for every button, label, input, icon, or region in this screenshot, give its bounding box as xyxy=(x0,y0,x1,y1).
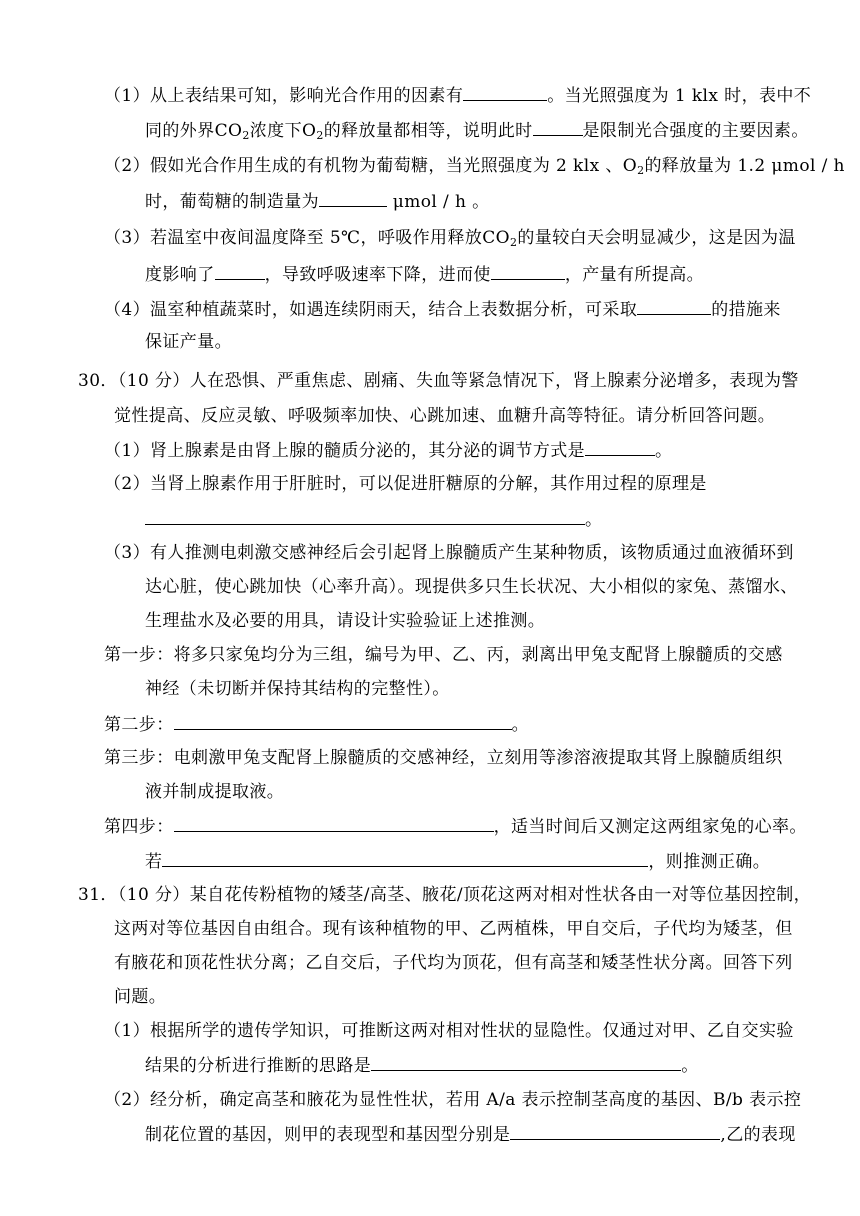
q29-p2-text-c: 时，葡萄糖的制造量为 xyxy=(145,192,319,212)
answer-blank[interactable] xyxy=(463,83,547,101)
q30-p2-text-b: 。 xyxy=(585,510,603,530)
q29-p4-text-a: （4）温室种植蔬菜时，如遇连续阴雨天，结合上表数据分析，可采取 xyxy=(104,300,638,320)
q31-p2-text-c: ,乙的表现 xyxy=(720,1125,796,1145)
q29-p4-text-c: 保证产量。 xyxy=(145,332,232,352)
answer-blank[interactable] xyxy=(371,1053,681,1071)
q29-part2-line1 xyxy=(104,154,845,178)
q30-p2-text-a: （2）当肾上腺素作用于肝脏时，可以促进肝糖原的分解，其作用过程的原理是 xyxy=(104,474,707,494)
q30-conclusion-text-a: 若 xyxy=(145,852,163,872)
q30-p1-text-a: （1）肾上腺素是由肾上腺的髓质分泌的，其分泌的调节方式是 xyxy=(104,441,586,461)
q30-conclusion-text-b: ，则推测正确。 xyxy=(648,852,771,872)
q30-step2 xyxy=(104,712,529,737)
q29-p1-text-c: 同的外界CO xyxy=(145,121,243,141)
q30-part3-line2 xyxy=(145,575,798,599)
q30-step1-text-b: 神经（未切断并保持其结构的完整性）。 xyxy=(145,679,450,699)
q30-p1-text-b: 。 xyxy=(655,441,673,461)
answer-blank[interactable] xyxy=(162,849,648,867)
q29-part2-line2 xyxy=(145,189,490,214)
q30-p3-text-c: 生理盐水及必要的用具，请设计实验验证上述推测。 xyxy=(145,611,546,631)
q31-heading-text-a: 31．（10 分）某自花传粉植物的矮茎/高茎、腋花/顶花这两对相对性状各由一对等位基因控制， xyxy=(78,885,812,905)
q30-step1-line2 xyxy=(145,677,450,701)
q31-p2-text-a: （2）经分析，确定高茎和腋花为显性性状，若用 A/a 表示控制茎高度的基因、B/b 表示控 xyxy=(104,1090,802,1110)
q31-heading-line1 xyxy=(78,883,811,907)
q29-part3-line2 xyxy=(145,262,704,287)
q29-part1-line1 xyxy=(104,83,811,108)
q31-part2-line1 xyxy=(104,1088,801,1112)
q29-p1-text-b: 。当光照强度为 1 klx 时，表中不 xyxy=(547,86,812,106)
q30-step4 xyxy=(104,814,807,839)
q30-part3-line3 xyxy=(145,609,545,633)
q30-step3-text-b: 液并制成提取液。 xyxy=(145,782,285,802)
q30-step3-text-a: 第三步：电刺激甲兔支配肾上腺髓质的交感神经，立刻用等渗溶液提取其肾上腺髓质组织 xyxy=(104,748,783,768)
q29-p2-text-d: μmol / h 。 xyxy=(387,192,490,212)
q29-p3-text-d: ，导致呼吸速率下降，进而使 xyxy=(264,265,491,285)
q31-heading-text-b: 这两对等位基因自由组合。现有该种植物的甲、乙两植株，甲自交后，子代均为矮茎，但 xyxy=(114,919,793,939)
answer-blank[interactable] xyxy=(533,118,583,136)
q30-step4-text-a: 第四步： xyxy=(104,817,174,837)
subscript: 2 xyxy=(637,164,645,177)
q29-part3-line1 xyxy=(104,226,796,250)
answer-blank[interactable] xyxy=(145,507,585,525)
subscript: 2 xyxy=(242,129,250,142)
q29-p1-text-f: 是限制光合强度的主要因素。 xyxy=(582,121,809,141)
q29-part1-line2 xyxy=(145,118,809,143)
q30-part1 xyxy=(104,438,672,463)
answer-blank[interactable] xyxy=(585,438,655,456)
q30-step1-line1 xyxy=(104,643,783,667)
q29-p1-text-a: （1）从上表结果可知，影响光合作用的因素有 xyxy=(104,86,464,106)
q30-step4-text-b: ，适当时间后又测定这两组家兔的心率。 xyxy=(493,817,807,837)
q30-heading-text-a: 30．（10 分）人在恐惧、严重焦虑、剧痛、失血等紧急情况下，肾上腺素分泌增多，表现为警 xyxy=(78,371,799,391)
q29-p3-text-b: 的量较白天会明显减少，这是因为温 xyxy=(517,228,796,248)
q30-step1-text-a: 第一步：将多只家兔均分为三组，编号为甲、乙、丙，剥离出甲兔支配肾上腺髓质的交感 xyxy=(104,645,783,665)
q30-part3-line1 xyxy=(104,541,794,565)
q31-heading-line3 xyxy=(114,951,793,975)
answer-blank[interactable] xyxy=(510,1122,720,1140)
q31-heading-line2 xyxy=(114,917,793,941)
q30-p3-text-a: （3）有人推测电刺激交感神经后会引起肾上腺髓质产生某种物质，该物质通过血液循环到 xyxy=(104,543,794,563)
q31-part1-line1 xyxy=(104,1019,794,1043)
q31-p1-text-c: 。 xyxy=(681,1056,699,1076)
q29-part4-line2 xyxy=(145,330,232,354)
q29-p2-text-b: 的释放量为 1.2 μmol / h xyxy=(644,156,845,176)
q31-p1-text-b: 结果的分析进行推断的思路是 xyxy=(145,1056,372,1076)
q30-heading-text-b: 觉性提高、反应灵敏、呼吸频率加快、心跳加速、血糖升高等特征。请分析回答问题。 xyxy=(114,406,776,426)
q30-part2-line2 xyxy=(145,507,602,532)
subscript: 2 xyxy=(316,129,324,142)
q29-p1-text-e: 的释放量都相等，说明此时 xyxy=(323,121,533,141)
q30-step3-line1 xyxy=(104,746,783,770)
q31-p2-text-b: 制花位置的基因，则甲的表现型和基因型分别是 xyxy=(145,1125,511,1145)
q30-heading-line2 xyxy=(114,404,775,428)
answer-blank[interactable] xyxy=(215,262,265,280)
q29-p1-text-d: 浓度下O xyxy=(249,121,317,141)
q30-step2-text-a: 第二步： xyxy=(104,715,174,735)
q30-step3-line2 xyxy=(145,780,284,804)
q30-part2-line1 xyxy=(104,472,707,496)
q31-heading-line4 xyxy=(114,985,166,1009)
q31-part1-line2 xyxy=(145,1053,699,1078)
q31-p1-text-a: （1）根据所学的遗传学知识，可推断这两对相对性状的显隐性。仅通过对甲、乙自交实验 xyxy=(104,1021,794,1041)
q29-p3-text-a: （3）若温室中夜间温度降至 5℃，呼吸作用释放CO xyxy=(104,228,510,248)
q30-p3-text-b: 达心脏，使心跳加快（心率升高）。现提供多只生长状况、大小相似的家兔、蒸馏水、 xyxy=(145,577,798,597)
q29-p4-text-b: 的措施来 xyxy=(711,300,781,320)
q29-p2-text-a: （2）假如光合作用生成的有机物为葡萄糖，当光照强度为 2 klx 、O xyxy=(104,156,638,176)
q31-heading-text-c: 有腋花和顶花性状分离；乙自交后，子代均为顶花，但有高茎和矮茎性状分离。回答下列 xyxy=(114,953,793,973)
q29-p3-text-c: 度影响了 xyxy=(145,265,215,285)
q29-part4-line1 xyxy=(104,297,781,322)
answer-blank[interactable] xyxy=(174,712,512,730)
q30-heading-line1 xyxy=(78,369,799,393)
answer-blank[interactable] xyxy=(637,297,711,315)
subscript: 2 xyxy=(510,236,518,249)
answer-blank[interactable] xyxy=(491,262,565,280)
q30-step2-text-b: 。 xyxy=(511,715,530,735)
q29-p3-text-e: ，产量有所提高。 xyxy=(564,265,705,285)
answer-blank[interactable] xyxy=(319,189,387,207)
q31-heading-text-d: 问题。 xyxy=(114,987,167,1007)
q30-conclusion xyxy=(145,849,770,874)
q31-part2-line2 xyxy=(145,1122,796,1147)
answer-blank[interactable] xyxy=(174,814,494,832)
